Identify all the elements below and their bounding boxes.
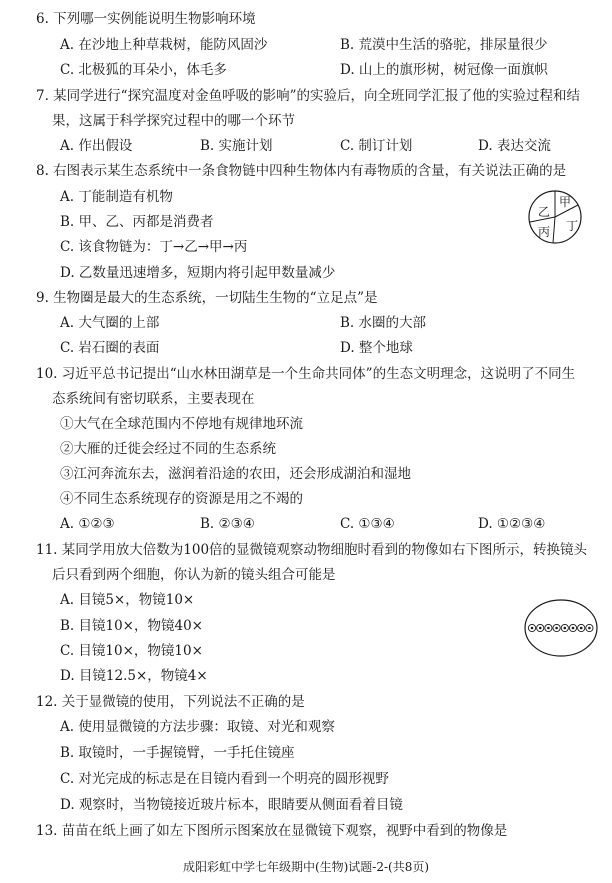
- question-10-stem-line2: 态系统间有密切联系，主要表现在: [52, 391, 255, 407]
- pie-label-yi: 乙: [538, 205, 551, 219]
- pie-label-ding: 丁: [566, 219, 579, 233]
- question-6-option-d: D. 山上的旗形树，树冠像一面旗帜: [340, 62, 548, 78]
- question-10-item-3: ③江河奔流东去，滋润着沿途的农田，还会形成湖泊和湿地: [60, 466, 411, 482]
- question-11-stem-line1: 11. 某同学用放大倍数为100倍的显微镜观察动物细胞时看到的物像如右下图所示，转换镜头: [36, 542, 588, 558]
- question-10-item-4: ④不同生态系统现存的资源是用之不竭的: [60, 491, 303, 507]
- question-9-option-c: C. 岩石圈的表面: [60, 340, 160, 356]
- question-7-stem-line2: 果，这属于科学探究过程中的哪一个环节: [52, 113, 295, 129]
- cell-nucleus: [580, 627, 583, 630]
- question-7-option-b: B. 实施计划: [200, 138, 273, 154]
- question-7-option-d: D. 表达交流: [478, 138, 551, 154]
- cell-nucleus: [564, 627, 567, 630]
- question-8-option-a: A. 丁能制造有机物: [60, 189, 173, 205]
- question-9-option-b: B. 水圈的大部: [340, 315, 427, 331]
- question-11-option-c: C. 目镜10×，物镜10×: [60, 643, 203, 659]
- question-8-option-b: B. 甲、乙、丙都是消费者: [60, 214, 214, 230]
- page-footer: 成阳彩虹中学七年级期中(生物)试题-2-(共8页): [182, 860, 430, 874]
- toxin-pie-chart: [526, 188, 584, 246]
- cell-nucleus: [531, 627, 534, 630]
- question-10-item-2: ②大雁的迁徙会经过不同的生态系统: [60, 441, 276, 457]
- pie-divider-bottom: [553, 217, 555, 243]
- cell-nucleus: [539, 627, 542, 630]
- cell-row: [528, 624, 593, 631]
- cell-nucleus: [547, 627, 550, 630]
- question-12-option-c: C. 对光完成的标志是在目镜内看到一个明亮的圆形视野: [60, 771, 389, 787]
- question-12-stem: 12. 关于显微镜的使用，下列说法不正确的是: [36, 694, 305, 710]
- question-11-option-d: D. 目镜12.5×，物镜4×: [60, 668, 208, 684]
- pie-label-jia: 甲: [559, 195, 572, 209]
- question-7-option-c: C. 制订计划: [340, 138, 413, 154]
- question-7-stem-line1: 7. 某同学进行“探究温度对金鱼呼吸的影响”的实验后，向全班同学汇报了他的实验过程和结: [36, 88, 580, 104]
- question-11-option-a: A. 目镜5×，物镜10×: [60, 592, 195, 608]
- cell-nucleus: [555, 627, 558, 630]
- cell-nucleus: [588, 627, 591, 630]
- question-11-stem-line2: 后只看到两个细胞，你认为新的镜头组合可能是: [52, 567, 336, 583]
- question-8-option-c: C. 该食物链为：丁→乙→甲→丙: [60, 239, 248, 255]
- question-7-option-a: A. 作出假设: [60, 138, 133, 154]
- question-10-option-a: A. ①②③: [60, 516, 115, 532]
- question-8-stem: 8. 右图表示某生态系统中一条食物链中四种生物体内有毒物质的含量，有关说法正确的是: [36, 163, 567, 179]
- question-12-option-a: A. 使用显微镜的方法步骤：取镜、对光和观察: [60, 719, 335, 735]
- question-10-stem-line1: 10. 习近平总书记提出“山水林田湖草是一个生命共同体”的生态文明理念，这说明了不同生: [36, 366, 576, 382]
- cell-nucleus: [572, 627, 575, 630]
- question-11-option-b: B. 目镜10×，物镜40×: [60, 618, 203, 634]
- question-13-stem: 13. 苗苗在纸上画了如左下图所示图案放在显微镜下观察，视野中看到的物像是: [36, 823, 508, 839]
- question-10-item-1: ①大气在全球范围内不停地有规律地环流: [60, 416, 303, 432]
- question-10-option-d: D. ①②③④: [478, 516, 546, 532]
- question-9-stem: 9. 生物圈是最大的生态系统，一切陆生生物的“立足点”是: [36, 290, 378, 306]
- question-9-option-a: A. 大气圈的上部: [60, 315, 160, 331]
- question-9-option-d: D. 整个地球: [340, 340, 413, 356]
- question-10-option-b: B. ②③④: [200, 516, 255, 532]
- question-10-option-c: C. ①③④: [340, 516, 395, 532]
- question-6-stem: 6. 下列哪一实例能说明生物影响环境: [36, 11, 256, 27]
- question-12-option-b: B. 取镜时，一手握镜臂，一手托住镜座: [60, 745, 295, 761]
- microscope-field-of-view: [524, 599, 598, 657]
- question-6-option-c: C. 北极狐的耳朵小，体毛多: [60, 62, 227, 78]
- question-6-option-a: A. 在沙地上种草栽树，能防风固沙: [60, 37, 268, 53]
- question-6-option-b: B. 荒漠中生活的骆驼，排尿量很少: [340, 37, 548, 53]
- pie-label-bing: 丙: [538, 225, 551, 239]
- question-8-option-d: D. 乙数量迅速增多，短期内将引起甲数量减少: [60, 265, 336, 281]
- question-12-option-d: D. 观察时，当物镜接近玻片标本，眼睛要从侧面看着目镜: [60, 797, 403, 813]
